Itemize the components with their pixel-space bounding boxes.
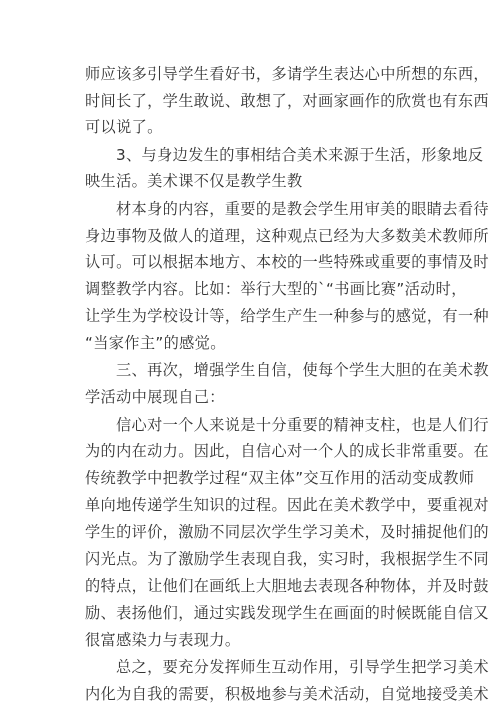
- text-line: 闪光点。为了激励学生表现自我，实习时，我根据学生不同: [85, 550, 489, 568]
- text-line: 励、表扬他们，通过实践发现学生在画面的时候既能自信又: [85, 604, 489, 622]
- text-line: 学生的评价，激励不同层次学生学习美术，及时捕捉他们的: [85, 523, 489, 541]
- section-heading-line: 映生活。美术课不仅是教学生教: [85, 172, 303, 190]
- text-line: 信心对一个人来说是十分重要的精神支柱，也是人们行: [116, 416, 489, 434]
- text-line: 认可。可以根据本地方、本校的一些特殊或重要的事情及时: [85, 253, 489, 271]
- text-line: 调整教学内容。比如：举行大型的`“书画比赛”活动时，: [85, 280, 467, 298]
- text-line: 为的内在动力。因此，自信心对一个人的成长非常重要。在: [85, 442, 489, 460]
- text-line: 内化为自我的需要，积极地参与美术活动，自觉地接受美术: [85, 685, 489, 703]
- text-line: “当家作主”的感觉。: [85, 334, 226, 352]
- text-line: 很富感染力与表现力。: [85, 631, 241, 649]
- text-line: 师应该多引导学生看好书，多请学生表达心中所想的东西，: [85, 65, 489, 83]
- section-heading-line: 学活动中展现自己：: [85, 388, 225, 406]
- section-heading-line: 三、再次，增强学生自信，使每个学生大胆的在美术教: [116, 361, 489, 379]
- text-line: 时间长了，学生敢说、敢想了，对画家画作的欣赏也有东西: [85, 92, 489, 110]
- text-line: 材本身的内容，重要的是教会学生用审美的眼睛去看待: [116, 200, 489, 218]
- text-line: 总之，要充分发挥师生互动作用，引导学生把学习美术: [116, 658, 489, 676]
- text-line: 的特点，让他们在画纸上大胆地去表现各种物体，并及时鼓: [85, 577, 489, 595]
- text-line: 可以说了。: [85, 118, 163, 136]
- section-heading-line: 3、与身边发生的事相结合美术来源于生活，形象地反: [116, 146, 484, 164]
- text-line: 身边事物及做人的道理，这种观点已经为大多数美术教师所: [85, 227, 489, 245]
- text-line: 让学生为学校设计等，给学生产生一种参与的感觉，有一种: [85, 307, 489, 325]
- text-line: 单向地传递学生知识的过程。因此在美术教学中，要重视对: [85, 496, 489, 514]
- text-line: 传统教学中把教学过程“双主体”交互作用的活动变成教师: [85, 469, 475, 487]
